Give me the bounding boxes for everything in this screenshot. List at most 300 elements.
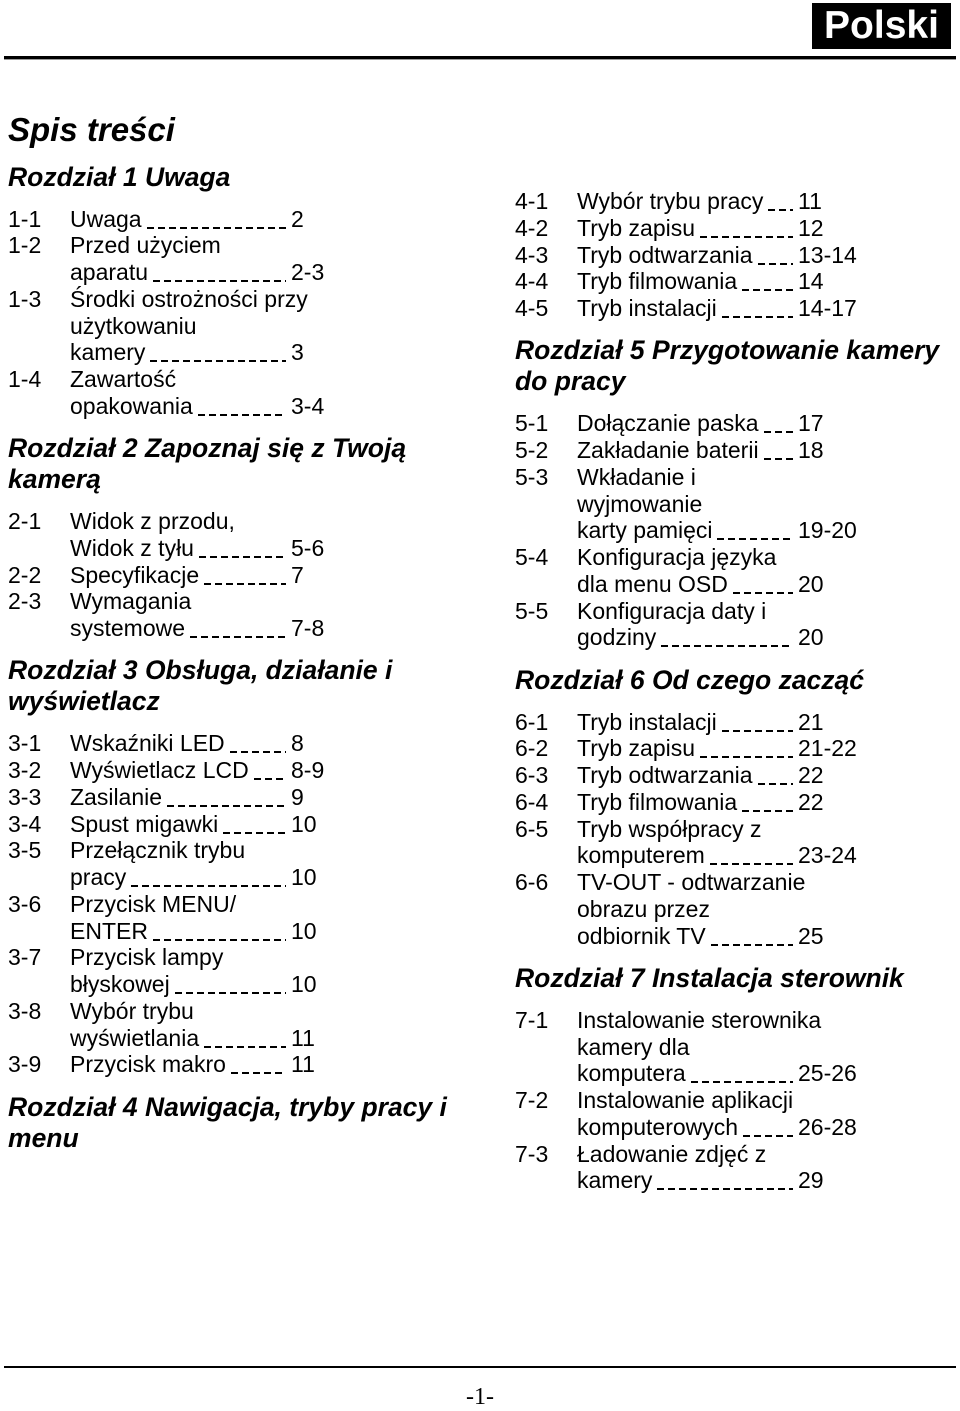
entry-title	[70, 232, 325, 286]
entry-title-text: kamery	[70, 339, 146, 366]
dashed-leader	[764, 437, 793, 464]
toc-entry	[515, 1087, 955, 1141]
entry-title-text: Konfiguracja języka	[577, 544, 777, 570]
entry-title-text: Tryb instalacji	[577, 295, 717, 321]
dashed-leader	[758, 242, 793, 269]
entry-title-text: Wybór trybu pracy	[577, 188, 764, 214]
entry-number: 3-9	[8, 1051, 42, 1078]
entry-title-text: Spust migawki	[70, 810, 219, 837]
entry-title-line	[577, 1087, 796, 1114]
entry-title-text: opakowania	[70, 392, 193, 419]
entry-page-number: 11	[291, 1024, 315, 1051]
entry-page-number: 20	[798, 624, 824, 651]
entry-title-line	[577, 624, 824, 651]
entry-page-number: 10	[291, 971, 317, 997]
entry-page-number: 9	[291, 783, 304, 810]
toc-entry	[515, 544, 955, 598]
dashed-leader	[167, 784, 286, 811]
entry-title-line	[70, 891, 289, 918]
entry-page-number: 17	[798, 410, 824, 437]
entry-page-number: 3	[291, 339, 304, 366]
entry-number: 3-7	[8, 944, 42, 971]
toc-entry	[8, 891, 498, 945]
entry-title-line	[577, 1167, 824, 1194]
entry-title-text: Tryb filmowania	[577, 788, 738, 815]
toc-entry	[8, 757, 498, 784]
entry-number: 2-3	[8, 588, 42, 615]
entry-title-line	[70, 783, 304, 811]
entry-title-line	[70, 366, 289, 393]
toc-entry	[8, 837, 498, 891]
entry-title-line	[577, 896, 805, 923]
entry-page-number: 18	[798, 437, 824, 463]
entry-title-text: Tryb współpracy z	[577, 815, 762, 842]
dashed-leader	[657, 1167, 793, 1194]
entry-number: 1-3	[8, 285, 42, 312]
entry-title-line	[577, 1034, 821, 1061]
entry-number: 3-1	[8, 730, 42, 757]
entry-title-line	[577, 188, 822, 215]
entry-title-text: TV-OUT - odtwarzanie	[577, 869, 806, 895]
entry-title	[577, 735, 857, 762]
entry-title-text: Zawartość	[70, 366, 177, 392]
entry-number: 6-4	[515, 788, 549, 815]
entry-title	[70, 997, 315, 1052]
toc-entry	[515, 1141, 955, 1195]
toc-entry	[515, 188, 955, 215]
chapter-heading	[8, 1092, 498, 1154]
chapter-heading	[8, 433, 498, 495]
entry-title-line	[70, 392, 325, 420]
entry-title-text: Środki ostrożności przy	[70, 285, 308, 312]
entry-number: 6-1	[515, 708, 549, 735]
entry-number: 4-3	[515, 241, 549, 268]
entry-number: 4-1	[515, 188, 549, 214]
entry-title	[577, 295, 857, 322]
entry-title-line	[577, 735, 857, 762]
entry-number: 1-1	[8, 205, 42, 232]
entry-title-line	[577, 598, 796, 625]
dashed-leader	[231, 1051, 286, 1078]
entry-page-number: 22	[798, 762, 824, 788]
chapter-heading-line: Rozdział 5 Przygotowanie kamery	[515, 335, 940, 366]
entry-title-text: wyjmowanie	[577, 490, 703, 517]
toc-entry	[8, 944, 498, 998]
entry-title-line	[577, 570, 824, 598]
entry-title	[577, 1087, 857, 1141]
chapter-heading-line: kamerą	[8, 464, 101, 494]
dashed-leader	[758, 762, 793, 789]
dashed-leader	[743, 1114, 793, 1141]
entry-page-number: 5-6	[291, 534, 325, 561]
toc-entry	[8, 1051, 498, 1078]
entry-page-number: 10	[291, 810, 317, 837]
chapter-heading-line: Rozdział 3 Obsługa, działanie i	[8, 655, 393, 686]
dashed-leader	[700, 735, 793, 762]
entry-page-number: 22	[798, 788, 824, 815]
entry-page-number: 11	[798, 188, 822, 214]
entry-title	[70, 783, 304, 811]
entry-title-text: obrazu przez	[577, 895, 710, 922]
entry-number: 5-5	[515, 597, 549, 624]
entry-title-text: aparatu	[70, 259, 149, 285]
chapter-heading	[515, 963, 955, 994]
entry-title-text: kamery	[577, 1167, 653, 1194]
entry-title	[70, 366, 325, 420]
entry-title-text: błyskowej	[70, 971, 170, 997]
toc-left-column	[8, 148, 498, 1167]
entry-title	[577, 869, 824, 949]
entry-number: 5-4	[515, 544, 549, 570]
entry-page-number: 29	[798, 1167, 824, 1194]
entry-title-text: Wymagania	[70, 588, 192, 615]
entry-title-text: Tryb zapisu	[577, 214, 696, 241]
dashed-leader	[131, 864, 286, 891]
dashed-leader	[147, 206, 286, 233]
entry-number: 5-2	[515, 437, 549, 463]
entry-title-line	[70, 286, 308, 313]
entry-title-line	[577, 268, 824, 295]
entry-title	[577, 188, 822, 215]
entry-title-line	[577, 869, 805, 896]
dashed-leader	[190, 615, 286, 642]
entry-title-line	[70, 615, 325, 642]
dashed-leader	[768, 188, 793, 215]
entry-number: 4-4	[515, 268, 549, 295]
entry-title-line	[577, 214, 824, 242]
toc-entry	[8, 232, 498, 286]
entry-title-line	[70, 205, 304, 233]
entry-title-line	[577, 842, 857, 869]
entry-title	[70, 205, 304, 233]
entry-title	[577, 544, 824, 598]
entry-number: 3-3	[8, 783, 42, 810]
entry-title-line	[70, 998, 289, 1025]
entry-number: 7-1	[515, 1006, 549, 1033]
entry-title-line	[70, 917, 317, 945]
toc-entry	[8, 998, 498, 1052]
dashed-leader	[223, 811, 286, 838]
entry-title-line	[577, 491, 796, 518]
entry-title	[577, 1140, 824, 1195]
entry-title-text: Tryb filmowania	[577, 268, 738, 295]
toc-entry	[8, 730, 498, 757]
toc-entry	[515, 437, 955, 464]
entry-title-line	[577, 464, 796, 491]
entry-title	[577, 762, 824, 789]
chapter-heading-line: Rozdział 7 Instalacja sterownik	[515, 962, 904, 993]
entry-title-line	[577, 1141, 796, 1168]
entry-number: 7-3	[515, 1140, 549, 1167]
toc-entry	[515, 1007, 955, 1087]
entry-number: 2-2	[8, 561, 42, 588]
entry-number: 6-6	[515, 869, 549, 895]
entry-title-line	[70, 971, 317, 998]
toc-entry	[515, 869, 955, 949]
entry-title-text: Instalowanie sterownika	[577, 1006, 822, 1033]
entry-title-line	[577, 762, 824, 789]
entry-title-line	[70, 339, 304, 366]
entry-title-line	[70, 944, 289, 971]
entry-title-text: odbiornik TV	[577, 922, 706, 949]
dashed-leader	[733, 571, 793, 598]
entry-title	[70, 286, 308, 366]
entry-title	[70, 508, 325, 562]
entry-number: 3-5	[8, 837, 42, 864]
entry-title-line	[70, 508, 289, 535]
entry-title	[577, 597, 824, 652]
entry-page-number: 2	[291, 205, 304, 232]
dashed-leader	[742, 789, 793, 816]
entry-title-text: komputera	[577, 1060, 686, 1087]
entry-title-text: Tryb odtwarzania	[577, 241, 753, 268]
toc-entry	[515, 816, 955, 870]
dashed-leader	[742, 268, 793, 295]
entry-title-text: Przycisk MENU/	[70, 890, 237, 917]
entry-title-text: Tryb instalacji	[577, 708, 717, 735]
entry-page-number: 13-14	[798, 241, 857, 268]
entry-title-text: Specyfikacje	[70, 561, 200, 588]
entry-page-number: 26-28	[798, 1113, 857, 1140]
entry-page-number: 20	[798, 570, 824, 597]
entry-number: 3-2	[8, 757, 42, 783]
dashed-leader	[175, 971, 286, 998]
chapter-heading	[515, 335, 955, 397]
toc-entry	[515, 789, 955, 816]
dashed-leader	[717, 517, 793, 544]
toc-entry	[515, 735, 955, 762]
chapter-heading-line: Rozdział 1 Uwaga	[8, 161, 231, 192]
entry-title	[70, 810, 317, 838]
entry-title-line	[577, 437, 824, 464]
toc-entry	[515, 295, 955, 322]
entry-title-line	[577, 410, 824, 437]
entry-title-line	[577, 708, 824, 736]
entry-title-line	[577, 1007, 821, 1034]
chapter-heading-line: do pracy	[515, 366, 626, 397]
entry-number: 1-4	[8, 366, 42, 392]
entry-title-line	[70, 730, 304, 757]
toc-entry	[8, 811, 498, 838]
dashed-leader	[153, 259, 286, 286]
toc-entry	[515, 598, 955, 652]
toc-title: Spis treści	[8, 111, 175, 148]
language-badge: Polski	[812, 3, 951, 49]
entry-title-text: Przed użyciem	[70, 232, 221, 259]
entry-title-line	[70, 534, 325, 562]
chapter-heading	[8, 162, 498, 193]
entry-title	[577, 815, 857, 870]
entry-page-number: 7	[291, 561, 304, 588]
entry-title-text: komputerem	[577, 842, 705, 869]
entry-title-text: kamery dla	[577, 1033, 690, 1060]
dashed-leader	[691, 1060, 793, 1087]
dashed-leader	[150, 339, 286, 366]
chapter-heading	[515, 665, 955, 696]
entry-number: 1-2	[8, 232, 42, 259]
entry-page-number: 19-20	[798, 517, 857, 544]
dashed-leader	[254, 757, 286, 784]
entry-number: 6-2	[515, 735, 549, 762]
entry-title	[70, 837, 317, 891]
entry-title	[70, 730, 304, 757]
dashed-leader	[198, 393, 286, 420]
entry-page-number: 21-22	[798, 735, 857, 762]
entry-number: 2-1	[8, 508, 42, 534]
entry-title-line	[577, 1060, 857, 1087]
toc-entry	[515, 709, 955, 736]
entry-page-number: 10	[291, 917, 317, 944]
dashed-leader	[199, 535, 286, 562]
entry-title-text: Instalowanie aplikacji	[577, 1087, 794, 1113]
entry-page-number: 25	[798, 922, 824, 949]
toc-entry	[515, 762, 955, 789]
entry-number: 3-4	[8, 810, 42, 837]
entry-title-text: Uwaga	[70, 205, 142, 232]
entry-title	[70, 757, 325, 784]
entry-title-text: pracy	[70, 864, 127, 890]
dashed-leader	[711, 923, 793, 950]
entry-title-line	[70, 313, 308, 340]
entry-title	[577, 463, 857, 544]
entry-title-text: komputerowych	[577, 1113, 739, 1140]
entry-title-line	[577, 816, 796, 843]
entry-page-number: 23-24	[798, 842, 857, 869]
entry-page-number: 2-3	[291, 259, 325, 285]
dashed-leader	[661, 624, 793, 651]
entry-page-number: 3-4	[291, 392, 325, 419]
entry-number: 4-2	[515, 214, 549, 241]
entry-title-text: Widok z tyłu	[70, 534, 194, 561]
entry-title-line	[70, 810, 317, 838]
entry-number: 4-5	[515, 295, 549, 321]
dashed-leader	[722, 295, 793, 322]
chapter-heading-line: wyświetlacz	[8, 686, 160, 717]
entry-number: 6-5	[515, 815, 549, 842]
toc-entry	[515, 410, 955, 437]
entry-title-text: Przełącznik trybu	[70, 837, 246, 864]
toc-entry	[515, 464, 955, 544]
toc-entry	[8, 206, 498, 233]
entry-title-text: Tryb odtwarzania	[577, 762, 753, 788]
entry-title	[70, 1051, 315, 1078]
entry-title-text: Zakładanie baterii	[577, 437, 759, 463]
entry-page-number: 10	[291, 864, 317, 890]
entry-number: 3-6	[8, 890, 42, 917]
entry-title-line	[577, 544, 796, 571]
entry-title-text: Zasilanie	[70, 783, 163, 810]
entry-title	[70, 588, 325, 642]
toc-entry	[515, 242, 955, 269]
page-number: -1-	[466, 1384, 494, 1410]
entry-title-line	[70, 232, 289, 259]
entry-title-text: użytkowaniu	[70, 312, 197, 339]
entry-title-line	[70, 1024, 315, 1052]
toc-entry	[8, 784, 498, 811]
dashed-leader	[230, 730, 286, 757]
entry-title-text: wyświetlania	[70, 1024, 200, 1051]
chapter-heading-line: Rozdział 2 Zapoznaj się z Twoją	[8, 433, 407, 463]
entry-title-line	[70, 837, 289, 864]
entry-page-number: 8	[291, 730, 304, 757]
entry-title	[577, 410, 824, 437]
entry-title	[577, 268, 824, 295]
dashed-leader	[204, 562, 286, 589]
entry-number: 6-3	[515, 762, 549, 788]
entry-title-line	[577, 517, 857, 544]
entry-title-text: Konfiguracja daty i	[577, 597, 767, 624]
entry-number: 5-3	[515, 463, 549, 490]
entry-title-text: Ładowanie zdjęć z	[577, 1140, 767, 1167]
entry-title-line	[70, 561, 304, 589]
entry-page-number: 7-8	[291, 615, 325, 641]
entry-title-text: Przycisk lampy	[70, 944, 224, 971]
entry-page-number: 14	[798, 268, 824, 295]
footer-rule	[4, 1366, 956, 1368]
entry-page-number: 11	[291, 1051, 315, 1078]
entry-title-line	[577, 241, 857, 269]
entry-title-line	[577, 1113, 857, 1141]
dashed-leader	[204, 1025, 286, 1052]
entry-title-text: Dołączanie paska	[577, 410, 759, 437]
dashed-leader	[722, 709, 793, 736]
entry-title-line	[577, 295, 857, 322]
dashed-leader	[710, 842, 793, 869]
entry-title-text: Tryb zapisu	[577, 735, 696, 762]
entry-title-text: Widok z przodu,	[70, 508, 235, 534]
chapter-heading-line: menu	[8, 1122, 79, 1153]
entry-page-number: 14-17	[798, 295, 857, 321]
entry-number: 7-2	[515, 1087, 549, 1113]
entry-page-number: 25-26	[798, 1060, 857, 1087]
entry-title-text: Wkładanie i	[577, 463, 696, 490]
toc-entry	[8, 508, 498, 562]
entry-title	[577, 1006, 857, 1087]
entry-title	[577, 214, 824, 242]
entry-title	[70, 561, 304, 589]
dashed-leader	[700, 215, 793, 242]
entry-title-line	[577, 922, 824, 950]
entry-title	[577, 241, 857, 269]
chapter-heading	[8, 655, 498, 717]
entry-page-number: 8-9	[291, 757, 325, 783]
toc-entry	[515, 268, 955, 295]
entry-title-line	[70, 259, 325, 286]
entry-page-number: 12	[798, 214, 824, 241]
entry-number: 3-8	[8, 997, 42, 1024]
entry-title-line	[70, 1051, 315, 1078]
entry-title-line	[70, 864, 317, 891]
header-rule-shadow	[4, 59, 956, 60]
entry-title-text: Wyświetlacz LCD	[70, 757, 249, 783]
entry-title-text: dla menu OSD	[577, 570, 728, 597]
entry-title-text: karty pamięci	[577, 517, 713, 544]
entry-page-number: 21	[798, 708, 824, 735]
toc-entry	[8, 562, 498, 589]
toc-entry	[8, 588, 498, 642]
entry-title-line	[577, 788, 824, 816]
entry-title	[577, 437, 824, 464]
entry-title-text: Przycisk makro	[70, 1051, 226, 1078]
dashed-leader	[153, 918, 286, 945]
dashed-leader	[764, 410, 793, 437]
chapter-heading-line: Rozdział 6 Od czego zacząć	[515, 664, 865, 695]
entry-number: 5-1	[515, 410, 549, 437]
entry-title	[577, 708, 824, 736]
chapter-heading-line: Rozdział 4 Nawigacja, tryby pracy i	[8, 1091, 447, 1122]
entry-title-text: Wskaźniki LED	[70, 730, 225, 757]
toc-entry	[8, 286, 498, 366]
